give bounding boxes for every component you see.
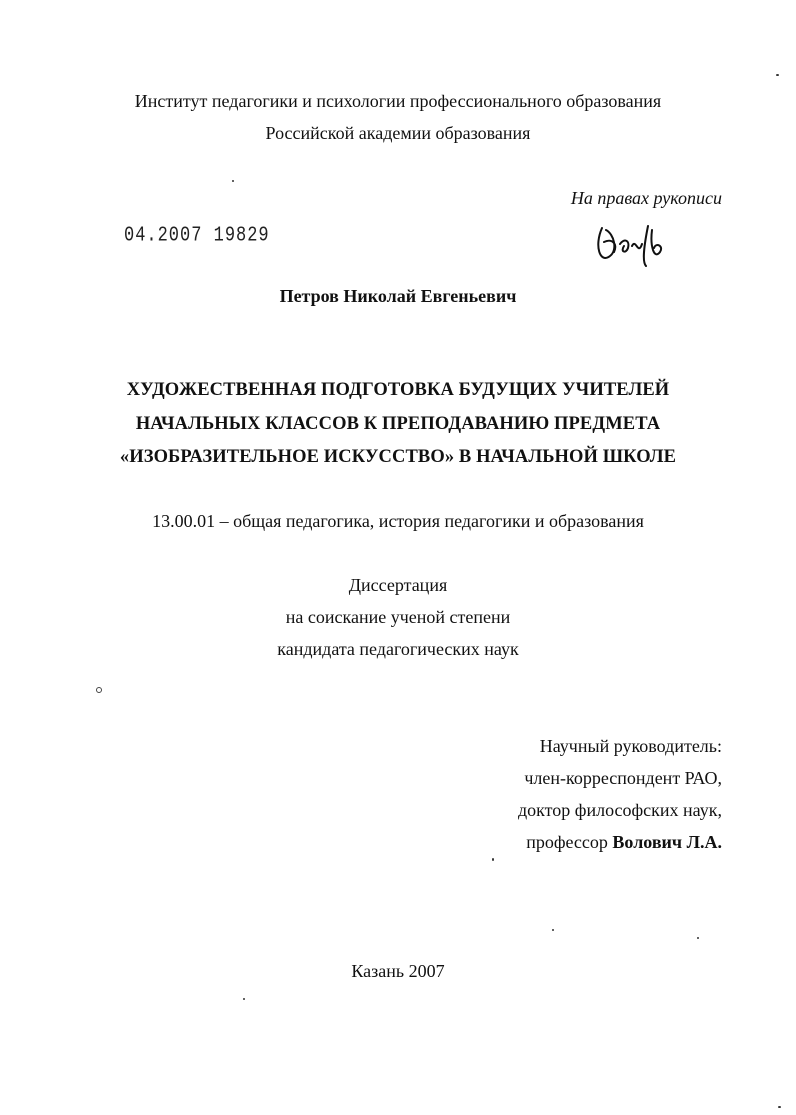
scan-speck: [492, 858, 494, 861]
scan-speck: [243, 998, 245, 1000]
supervisor-rank: профессор: [526, 832, 608, 852]
scan-speck: [96, 687, 102, 693]
supervisor-title-2: доктор философских наук,: [518, 800, 722, 820]
title-line-2: НАЧАЛЬНЫХ КЛАССОВ К ПРЕПОДАВАНИЮ ПРЕДМЕТА: [135, 414, 661, 434]
supervisor-name: Волович Л.А.: [612, 832, 722, 852]
scan-speck: [697, 937, 699, 939]
supervisor-title-1: член-корреспондент РАО,: [524, 768, 722, 788]
degree-line-2: на соискание ученой степени: [285, 607, 511, 627]
supervisor-title-3: [526, 831, 722, 853]
title-line-1: ХУДОЖЕСТВЕННАЯ ПОДГОТОВКА БУДУЩИХ УЧИТЕЛЕЙ: [126, 380, 670, 400]
manuscript-note: На правах рукописи: [570, 188, 722, 208]
scan-speck: [552, 929, 554, 931]
institute-line-2: Российской академии образования: [265, 123, 531, 143]
scan-speck: [232, 180, 234, 182]
registration-number: 04.2007 19829: [124, 224, 270, 248]
title-line-3: «ИЗОБРАЗИТЕЛЬНОЕ ИСКУССТВО» В НАЧАЛЬНОЙ ШКОЛЕ: [119, 447, 677, 467]
degree-line-3: кандидата педагогических наук: [277, 639, 519, 659]
supervisor-heading: Научный руководитель:: [539, 736, 722, 756]
signature-icon: [590, 216, 680, 276]
institute-line-1: Институт педагогики и психологии профессионального образования: [134, 91, 662, 111]
specialty-code: 13.00.01 – общая педагогика, история педагогики и образования: [152, 511, 644, 531]
scan-speck: [778, 1106, 781, 1108]
author-name: Петров Николай Евгеньевич: [279, 286, 517, 306]
place-and-year: Казань 2007: [351, 961, 445, 981]
degree-line-1: Диссертация: [348, 575, 448, 595]
scan-speck: [776, 74, 779, 76]
